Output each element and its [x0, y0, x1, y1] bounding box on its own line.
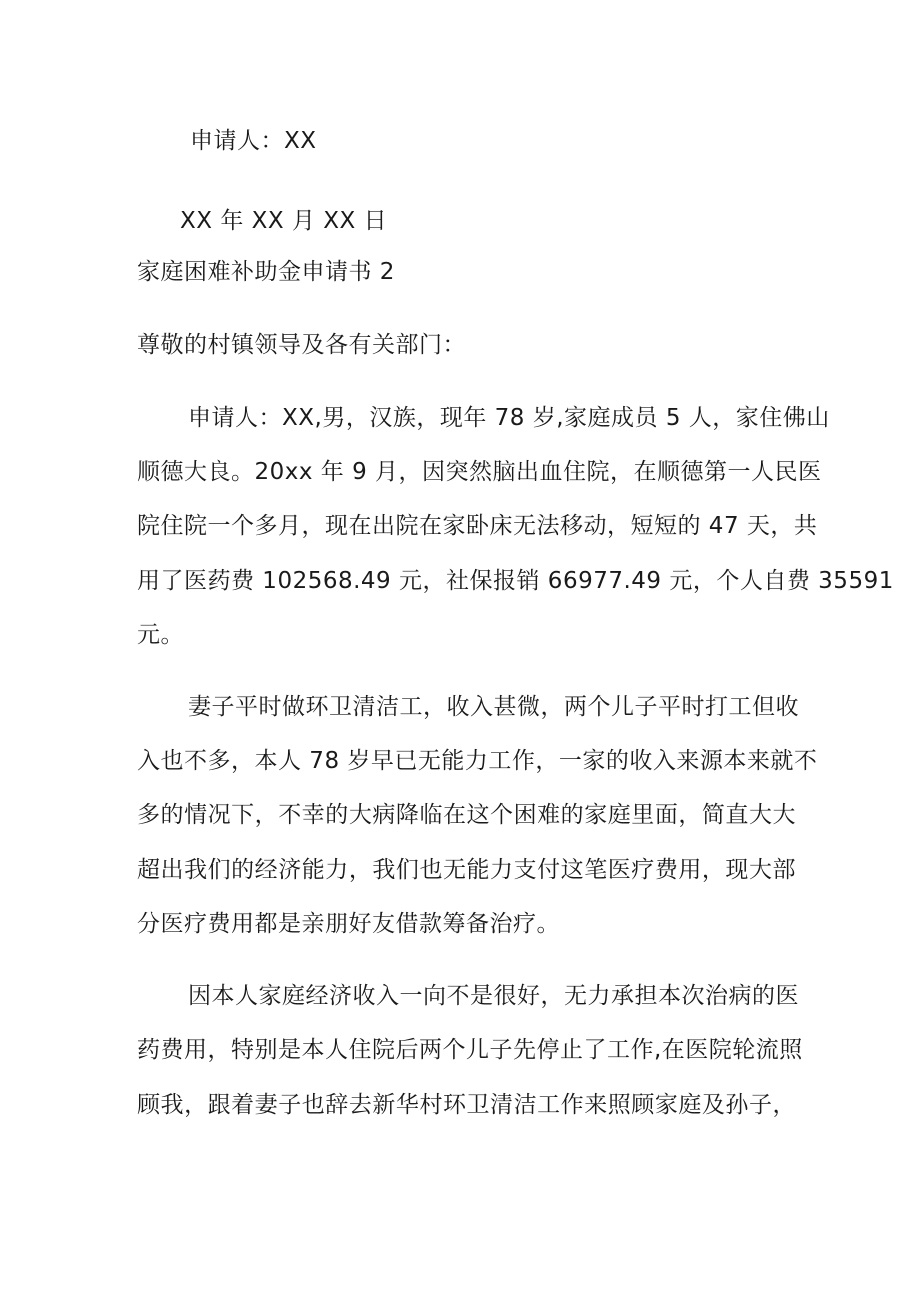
paragraph-1-line-1: 申请人：XX,男，汉族，现年 78 岁,家庭成员 5 人，家住佛山 — [188, 405, 830, 431]
signature-line: 申请人：XX — [190, 128, 317, 154]
paragraph-1-line-4: 用了医药费 102568.49 元，社保报销 66977.49 元，个人自费 35591 — [137, 568, 894, 594]
document-title: 家庭困难补助金申请书 2 — [137, 259, 395, 285]
paragraph-3-line-3: 顾我，跟着妻子也辞去新华村环卫清洁工作来照顾家庭及孙子， — [137, 1092, 796, 1118]
paragraph-2-line-5: 分医疗费用都是亲朋好友借款筹备治疗。 — [137, 911, 560, 937]
paragraph-1-line-5: 元。 — [137, 622, 184, 648]
date-line: XX 年 XX 月 XX 日 — [180, 208, 388, 234]
paragraph-1-line-2: 顺德大良。20xx 年 9 月，因突然脑出血住院，在顺德第一人民医 — [137, 459, 822, 485]
paragraph-2-line-2: 入也不多，本人 78 岁早已无能力工作，一家的收入来源本来就不 — [137, 748, 818, 774]
paragraph-2-line-3: 多的情况下，不幸的大病降临在这个困难的家庭里面，简直大大 — [137, 802, 796, 828]
paragraph-1-line-3: 院住院一个多月，现在出院在家卧床无法移动，短短的 47 天，共 — [137, 513, 818, 539]
paragraph-2-line-4: 超出我们的经济能力，我们也无能力支付这笔医疗费用，现大部 — [137, 857, 796, 883]
paragraph-3-line-1: 因本人家庭经济收入一向不是很好，无力承担本次治病的医 — [188, 983, 799, 1009]
paragraph-3-line-2: 药费用，特别是本人住院后两个儿子先停止了工作,在医院轮流照 — [137, 1037, 803, 1063]
paragraph-2-line-1: 妻子平时做环卫清洁工，收入甚微，两个儿子平时打工但收 — [188, 694, 799, 720]
salutation: 尊敬的村镇领导及各有关部门： — [137, 332, 466, 358]
